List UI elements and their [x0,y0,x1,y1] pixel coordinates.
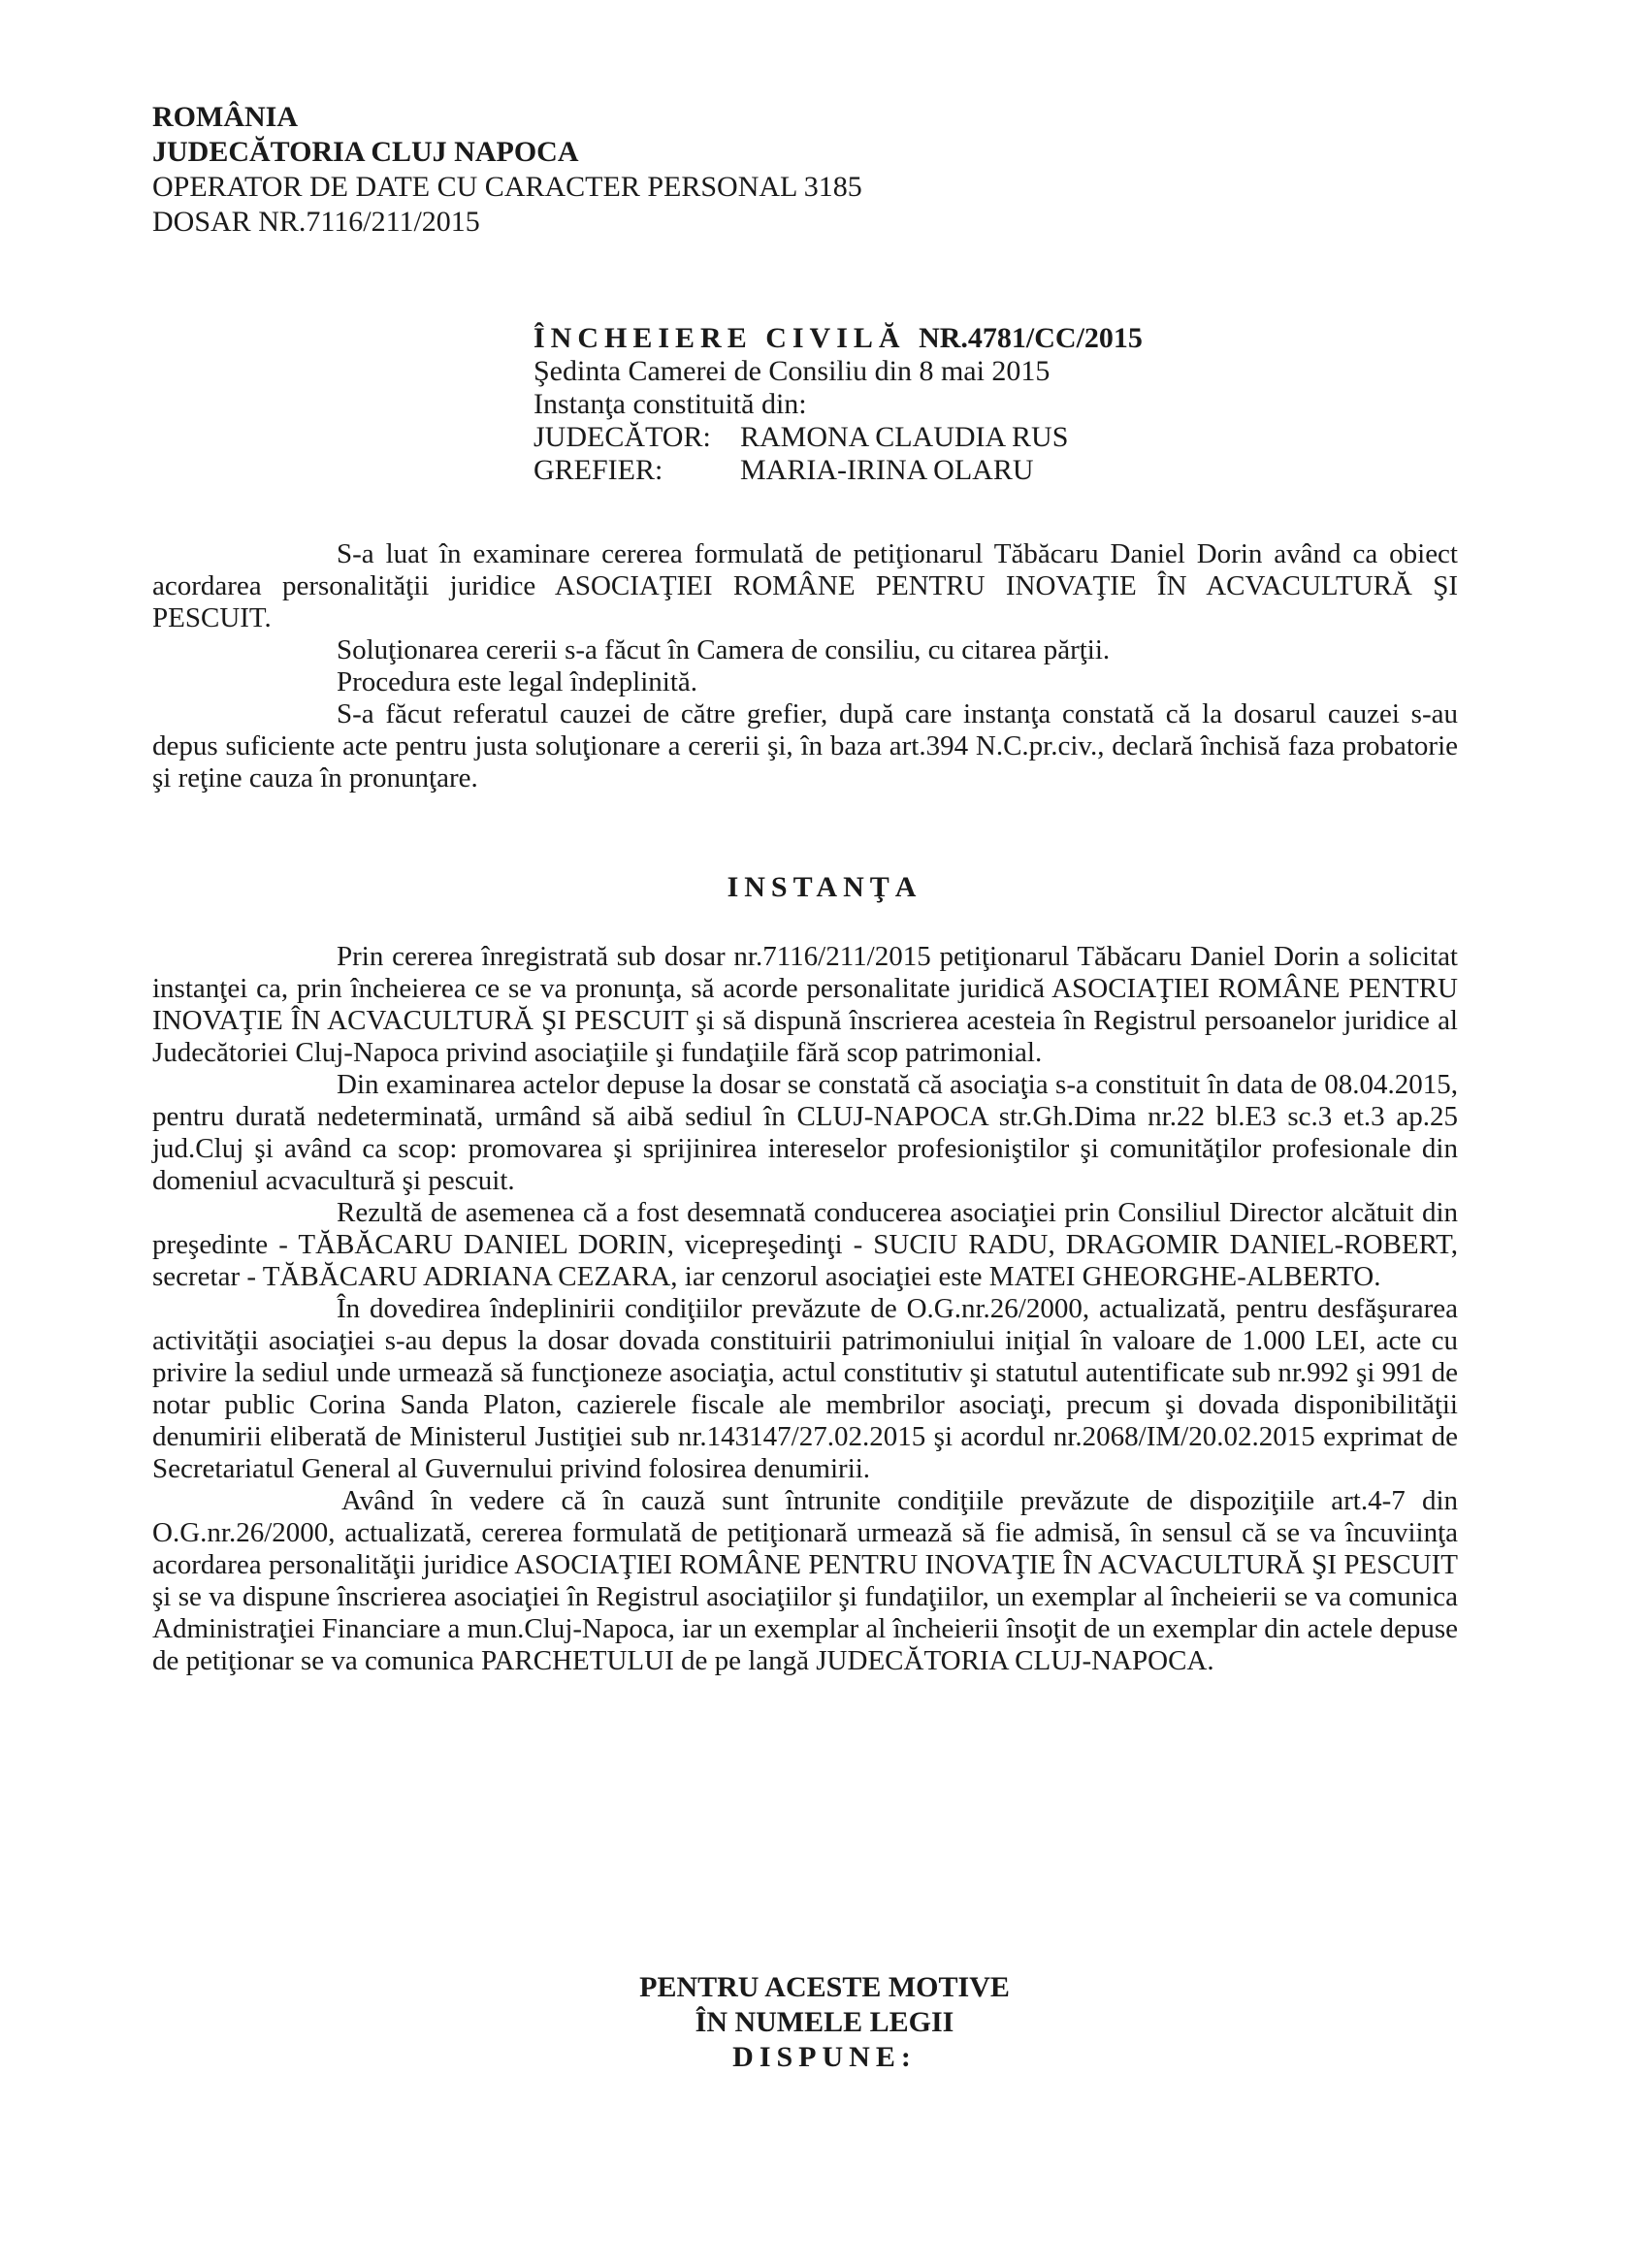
reasoning-paragraph: Având în vedere că în cauză sunt întrunite condiţiile prevăzute de dispoziţiile art.4-7 din O.G.nr.26/2000, actualizată, cererea formulată de petiţionară urmează să fie admisă, în sensul că se va încuviinţa acordarea personalităţii juridice ASOCIAŢIEI ROMÂNE PENTRU INOVAŢIE ÎN ACVACULTURĂ ŞI PESCUIT şi se va dispune înscrierea asociaţiei în Registrul asociaţiilor şi fundaţiilor, un exemplar al încheierii se va comunica Administraţiei Financiare a mun.Cluj-Napoca, iar un exemplar al încheierii însoţit de un exemplar din actele depuse de petiţionar se va comunica PARCHETULUI de pe langă JUDECĂTORIA CLUJ-NAPOCA. [152,1485,1458,1676]
judge-name: RAMONA CLAUDIA RUS [740,421,1069,453]
intro-paragraph: Procedura este legal îndeplinită. [337,666,698,697]
country-name: ROMÂNIA [152,101,298,133]
reasoning-paragraph: În dovedirea îndeplinirii condiţiilor prevăzute de O.G.nr.26/2000, actualizată, pentru desfăşurarea activităţii asociaţiei s-au depus la dosar dovada constituirii patrimoniului iniţial în valoare de 1.000 LEI, acte cu privire la sediul unde urmează să funcţioneze asociaţia, actul constitutiv şi statutul autentificate sub nr.992 şi 991 de notar public Corina Sanda Platon, cazierele fiscale ale membrilor asociaţi, precum şi dovada disponibilităţii denumirii eliberată de Ministerul Justiţiei sub nr.143147/27.02.2015 şi acordul nr.2068/IM/20.02.2015 exprimat de Secretariatul General al Guvernului privind folosirea denumirii. [152,1293,1458,1484]
reasoning-paragraph: Rezultă de asemenea că a fost desemnată conducerea asociaţiei prin Consiliul Director alcătuit din preşedinte - TĂBĂCARU DANIEL DORIN, vicepreşedinţi - SUCIU RADU, DRAGOMIR DANIEL-ROBERT, secretar - TĂBĂCARU ADRIANA CEZARA, iar cenzorul asociaţiei este MATEI GHEORGHE-ALBERTO. [152,1197,1458,1292]
document-title [534,322,1143,355]
title-block [534,322,1143,487]
clerk-row [534,454,1143,487]
judge-role: JUDECĂTOR: [534,421,711,453]
document-number: NR.4781/CC/2015 [919,322,1143,354]
intro-paragraph: S-a luat în examinare cererea formulată de petiţionarul Tăbăcaru Daniel Dorin având ca obiect acordarea personalităţii juridice ASOCIAŢIEI ROMÂNE PENTRU INOVAŢIE ÎN ACVACULTURĂ ŞI PESCUIT. [152,538,1458,633]
clerk-name: MARIA-IRINA OLARU [740,454,1034,486]
data-operator-line: OPERATOR DE DATE CU CARACTER PERSONAL 3185 [152,171,862,203]
intro-paragraph: Soluţionarea cererii s-a făcut în Camera de consiliu, cu citarea părţii. [337,634,1111,665]
clerk-role: GREFIER: [534,454,663,486]
closing-block [0,1970,1649,2075]
court-name: JUDECĂTORIA CLUJ NAPOCA [152,136,579,168]
reasoning-paragraph: Prin cererea înregistrată sub dosar nr.7116/211/2015 petiţionarul Tăbăcaru Daniel Dorin a solicitat instanţei ca, prin încheierea ce se va pronunţa, să acorde personalitate juridică ASOCIAŢIEI ROMÂNE PENTRU INOVAŢIE ÎN ACVACULTURĂ ŞI PESCUIT şi să dispună înscrierea acesteia în Registrul persoanelor juridice al Judecătoriei Cluj-Napoca privind asociaţiile şi fundaţiile fără scop patrimonial. [152,941,1458,1068]
session-line: Şedinta Camerei de Consiliu din 8 mai 2015 [534,355,1051,387]
document-header [152,100,862,240]
court-constituted-line: Instanţa constituită din: [534,388,807,420]
intro-paragraph: S-a făcut referatul cauzei de către grefier, după care instanţa constată că la dosarul cauzei s-au depus suficiente acte pentru justa soluţionare a cererii şi, în baza art.394 N.C.pr.civ., declară închisă faza probatorie şi reţine cauza în pronunţare. [152,698,1458,794]
document-title-main: ÎNCHEIERE CIVILĂ [534,322,906,354]
closing-law: ÎN NUMELE LEGII [695,2006,954,2038]
judge-row [534,421,1143,454]
reasoning-section [152,941,1458,1677]
closing-dispune: DISPUNE: [732,2041,917,2073]
file-number: DOSAR NR.7116/211/2015 [152,206,480,238]
closing-motives: PENTRU ACESTE MOTIVE [639,1971,1010,2003]
section-heading-instanta: INSTANŢA [727,871,922,903]
intro-section [152,538,1458,794]
reasoning-paragraph: Din examinarea actelor depuse la dosar se constată că asociaţia s-a constituit în data de 08.04.2015, pentru durată nedeterminată, urmând să aibă sediul în CLUJ-NAPOCA str.Gh.Dima nr.22 bl.E3 sc.3 et.3 ap.25 jud.Cluj şi având ca scop: promovarea şi sprijinirea intereselor profesioniştilor şi comunităţilor profesionale din domeniul acvacultură şi pescuit. [152,1069,1458,1196]
